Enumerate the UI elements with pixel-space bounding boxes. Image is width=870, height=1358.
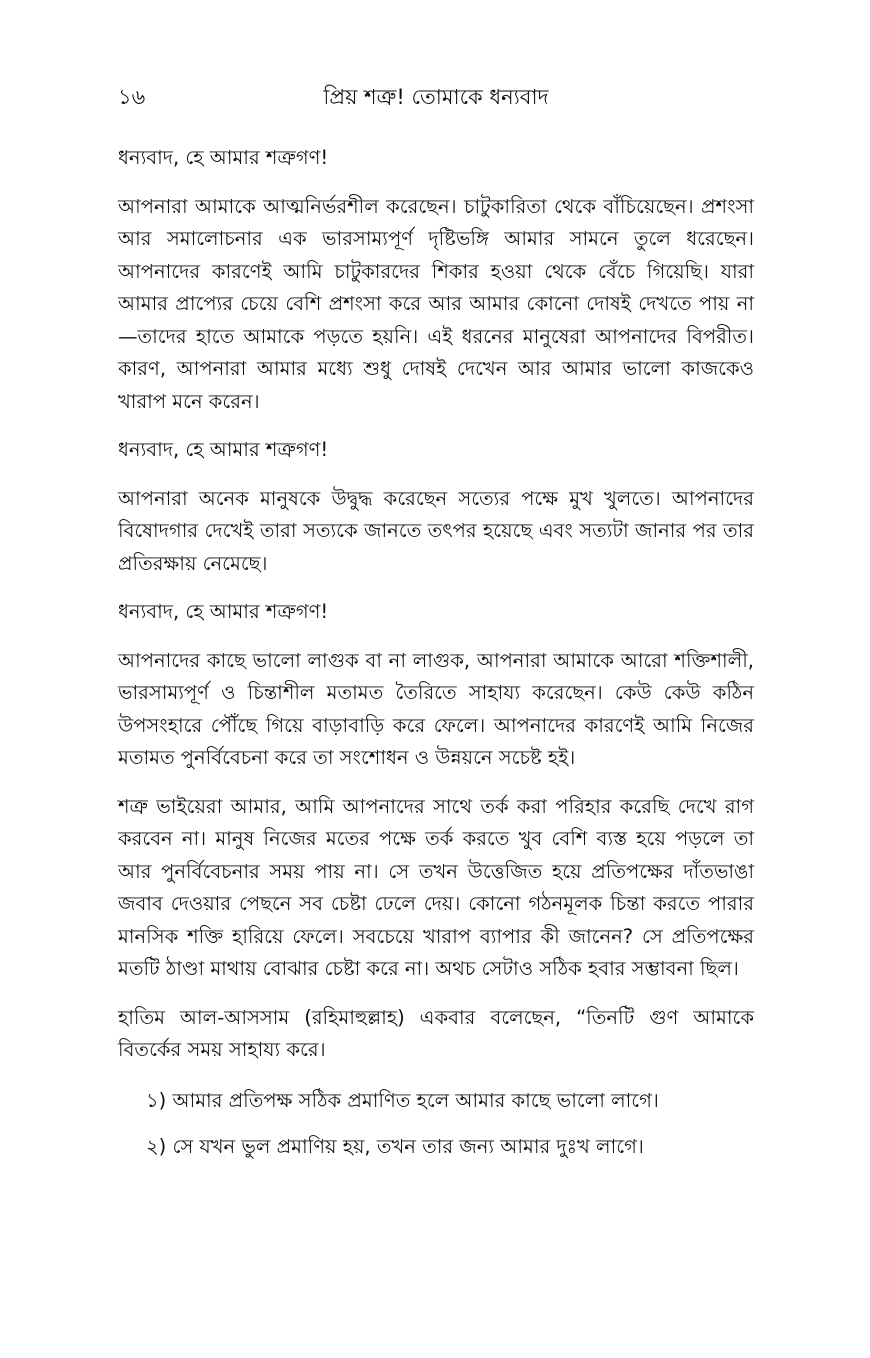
page-body xyxy=(118,142,754,1164)
body-paragraph: আপনারা অনেক মানুষকে উদ্বুদ্ধ করেছেন সত্যের পক্ষে মুখ খুলতে। আপনাদের বিষোদগার দেখেই তারা সত্যকে জানতে তৎপর হয়েছে এবং সত্যটা জানার পর তার প্রতিরক্ষায় নেমেছে। xyxy=(118,486,754,575)
refrain-line: ধন্যবাদ, হে আমার শত্রুগণ! xyxy=(118,438,329,461)
body-paragraph: আপনারা আমাকে আত্মনির্ভরশীল করেছেন। চাটুকারিতা থেকে বাঁচিয়েছেন। প্রশংসা আর সমালোচনার এক ভারসাম্যপূর্ণ দৃষ্টিভঙ্গি আমার সামনে তুলে ধরেছেন। আপনাদের কারণেই আমি চাটুকারদের শিকার হওয়া থেকে বেঁচে গিয়েছি। যারা আমার প্রাপ্যের চেয়ে বেশি প্রশংসা করে আর আমার কোনো দোষই দেখতে পায় না—তাদের হাতে আমাকে পড়তে হয়নি। এই ধরনের মানুষেরা আপনাদের বিপরীত। কারণ, আপনারা আমার মধ্যে শুধু দোষই দেখেন আর আমার ভালো কাজকেও খারাপ মনে করেন। xyxy=(118,194,754,413)
body-paragraph: আপনাদের কাছে ভালো লাগুক বা না লাগুক, আপনারা আমাকে আরো শক্তিশালী, ভারসাম্যপূর্ণ ও চিন্তাশীল মতামত তৈরিতে সাহায্য করেছেন। কেউ কেউ কঠিন উপসংহারে পৌঁছে গিয়ে বাড়াবাড়ি করে ফেলে। আপনাদের কারণেই আমি নিজের মতামত পুনর্বিবেচনা করে তা সংশোধন ও উন্নয়নে সচেষ্ট হই। xyxy=(118,648,754,769)
body-paragraph: হাতিম আল-আসসাম (রহিমাহুল্লাহ) একবার বলেছেন, “তিনটি গুণ আমাকে বিতর্কের সময় সাহায্য করে। xyxy=(118,1005,754,1061)
refrain-line: ধন্যবাদ, হে আমার শত্রুগণ! xyxy=(118,146,329,169)
numbered-list xyxy=(118,1085,754,1164)
list-item: ১) আমার প্রতিপক্ষ সঠিক প্রমাণিত হলে আমার কাছে ভালো লাগে। xyxy=(146,1088,659,1112)
list-item: ২) সে যখন ভুল প্রমাণিয় হয়, তখন তার জন্য আমার দুঃখ লাগে। xyxy=(146,1135,644,1158)
page-header xyxy=(118,82,754,118)
page-number: ১৬ xyxy=(118,85,146,109)
running-title: প্রিয় শত্রু! তোমাকে ধন্যবাদ xyxy=(323,85,549,109)
body-paragraph: শত্রু ভাইয়েরা আমার, আমি আপনাদের সাথে তর্ক করা পরিহার করেছি দেখে রাগ করবেন না। মানুষ নিজের মতের পক্ষে তর্ক করতে খুব বেশি ব্যস্ত হয়ে পড়লে তা আর পুনর্বিবেচনার সময় পায় না। সে তখন উত্তেজিত হয়ে প্রতিপক্ষের দাঁতভাঙা জবাব দেওয়ার পেছনে সব চেষ্টা ঢেলে দেয়। কোনো গঠনমূলক চিন্তা করতে পারার মানসিক শক্তি হারিয়ে ফেলে। সবচেয়ে খারাপ ব্যাপার কী জানেন? সে প্রতিপক্ষের মতটি ঠাণ্ডা মাথায় বোঝার চেষ্টা করে না। অথচ সেটাও সঠিক হবার সম্ভাবনা ছিল। xyxy=(118,794,754,980)
refrain-line: ধন্যবাদ, হে আমার শত্রুগণ! xyxy=(118,600,329,623)
